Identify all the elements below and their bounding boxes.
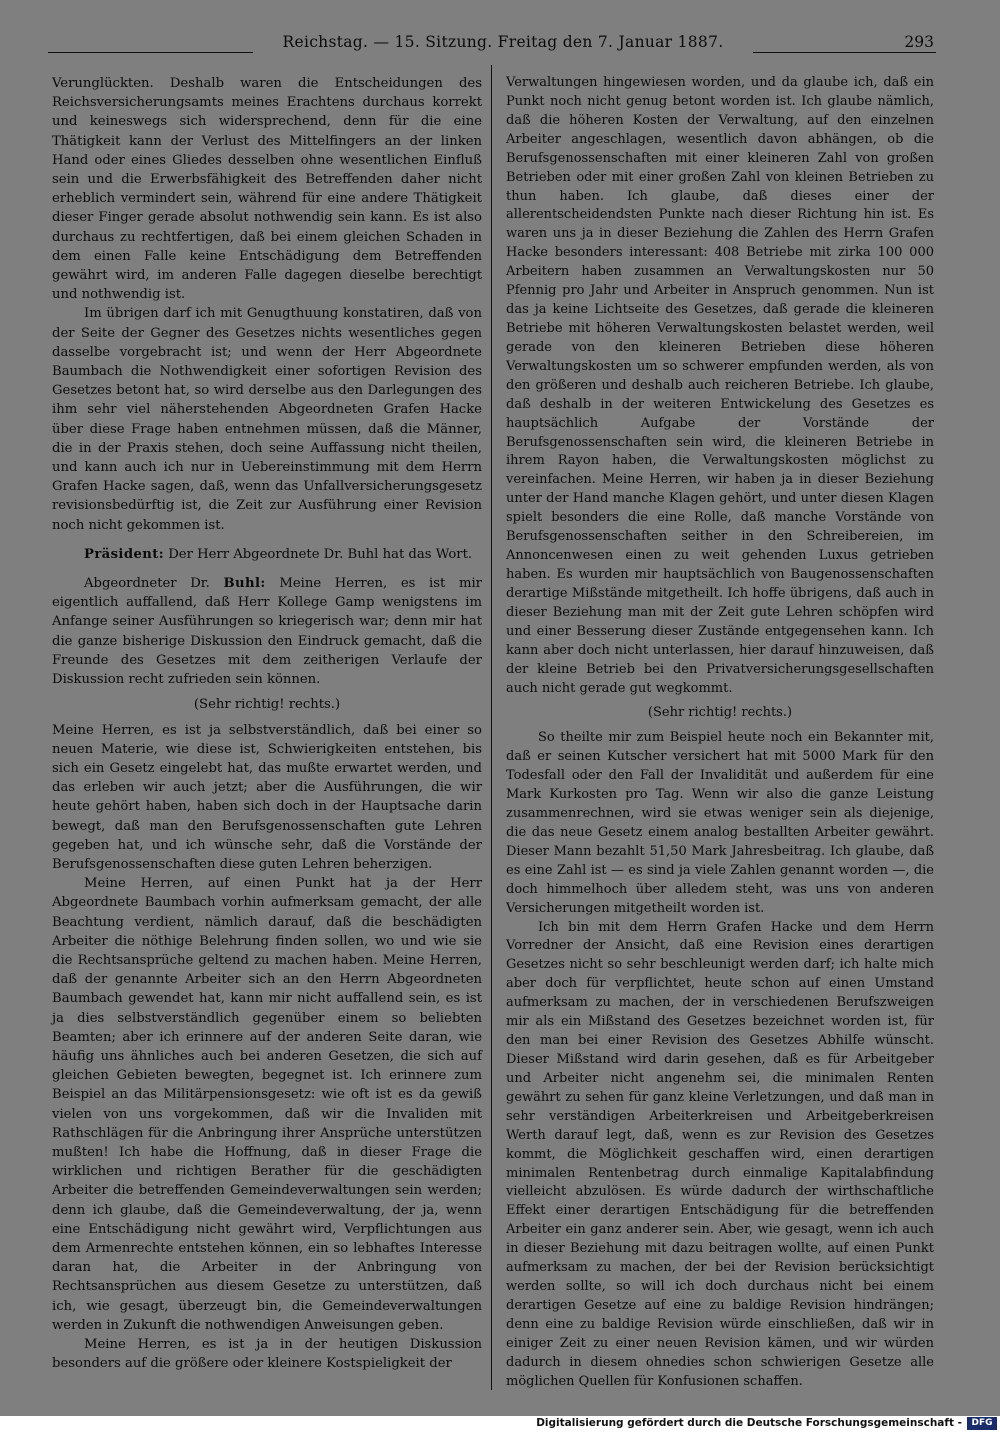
paragraph: Verunglückten. Deshalb waren die Entscheidungen des Reichsversicherungsamts meines Erachtens durchaus korrekt und keineswegs sich widersprechend, denn für die eine Thätigkeit kann der Verlust des Mittelfingers an der linken Hand oder eines Gliedes desselben ohne wesentlichen Einfluß sein und die Erwerbsfähigkeit des Betreffenden daher nicht erheblich vermindert sein, während für eine andere Thätigkeit dieser Finger gerade absolut nothwendig sein kann. Es ist also durchaus zu rechtfertigen, daß bei einem gleichen Schaden in dem einen Falle keine Entschädigung dem Betreffenden gewährt wird, im anderen Falle dagegen dieselbe berechtigt und nothwendig ist. xyxy=(52,76,482,303)
header-rule-left xyxy=(48,52,253,53)
speech-opening xyxy=(52,574,482,689)
paragraph: Meine Herren, auf einen Punkt hat ja der Herr Abgeordnete Baumbach vorhin aufmerksam gemacht, der alle Beachtung verdient, nämlich darauf, daß die beschädigten Arbeiter die nöthige Belehrung finden sollen, wo und wie sie die Rechtsansprüche geltend zu machen haben. Meine Herren, daß der genannte Arbeiter sich an den Herrn Abgeordneten Baumbach gewendet hat, kann mir nicht auffallend sein, es ist ja dies selbstverständlich gegenüber einem so beliebten Beamten; aber ich erinnere auf der anderen Seite daran, wie häufig uns ähnliches auch bei anderen Gesetzen, die sich auf gleichen Gebieten bewegten, begegnet ist. Ich erinnere zum Beispiel an das Militärpensionsgesetz: wie oft ist es da gewiß vielen von uns vorgekommen, daß wir die Invaliden mit Rathschlägen für die Anbringung ihrer Ansprüche unterstützen mußten! Ich habe die Hoffnung, daß in dieser Frage die wirklichen und richtigen Berather für die geschädigten Arbeiter die betreffenden Gemeindeverwaltungen sein werden; denn ich glaube, daß die Gemeindeverwaltung, der ja, wenn eine Entschädigung nicht gewährt wird, Verpflichtungen aus dem Armenrechte entstehen können, ein so lebhaftes Interesse daran hat, die Arbeiter in der Anbringung von Rechtsansprüchen aus diesem Gesetze zu unterstützen, daß ich, wie gesagt, überzeugt bin, die Gemeindeverwaltungen werden in Zukunft die nothwendigen Anweisungen geben. xyxy=(52,876,482,1333)
digitization-credit: Digitalisierung gefördert durch die Deutsche Forschungsgemeinschaft - xyxy=(536,1417,962,1429)
running-title: Reichstag. — 15. Sitzung. Freitag den 7. Januar 1887. xyxy=(282,33,724,51)
header-rule-right xyxy=(753,52,936,53)
speech-text: Meine Herren, es ist mir eigentlich auffallend, daß Herr Kollege Gamp wenigstens im Anfange seiner Ausführungen so kriegerisch war; denn mir hat die ganze bisherige Diskussion den Eindruck gemacht, daß die Freunde des Gesetzes mit dem zeitherigen Verlaufe der Diskussion recht zufrieden sein können. xyxy=(52,576,482,688)
paragraph: Meine Herren, es ist ja in der heutigen Diskussion besonders auf die größere oder kleinere Kostspieligkeit der xyxy=(52,1337,482,1372)
president-statement xyxy=(52,545,482,564)
interjection: (Sehr richtig! rechts.) xyxy=(647,705,793,721)
statement-text: Der Herr Abgeordnete Dr. Buhl hat das Wort. xyxy=(168,546,473,562)
page-header xyxy=(48,33,936,55)
paragraph: Ich bin mit dem Herrn Grafen Hacke und dem Herrn Vorredner der Ansicht, daß eine Revision eines derartigen Gesetzes nicht so sehr beschleunigt werden darf; ich halte mich aber doch für verpflichtet, heute schon auf einen Umstand aufmerksam zu machen, der in verschiedenen Berufszweigen mir als ein Mißstand des Gesetzes bezeichnet worden ist, für den man bei einer Revision des Gesetzes Abhilfe wünscht. Dieser Mißstand wird darin gesehen, daß es für Arbeitgeber und Arbeiter nicht angenehm sei, die minimalen Renten gewährt zu sehen für ganz kleine Verletzungen, und daß man in sehr verständigen Arbeiterkreisen und Arbeitgeberkreisen Werth darauf legt, daß, wenn es zur Revision des Gesetzes kommt, die Möglichkeit geschaffen wird, einen derartigen minimalen Rentenbetrag durch einmalige Kapitalabfindung vielleicht abzulösen. Es würde dadurch der wirthschaftliche Effekt einer derartigen Entschädigung für die betreffenden Arbeiter ein ganz anderer sein. Aber, wie gesagt, wenn ich auch in dieser Beziehung mit dazu beitragen wollte, auf einen Punkt aufmerksam zu machen, der bei der Revision berücksichtigt werden sollte, so will ich doch durchaus nicht bei einem derartigen Gesetze auf eine zu baldige Revision hindrängen; denn eine zu baldige Revision würde einschließen, daß wir in einiger Zeit zu einer neuen Revision kämen, und wir würden dadurch in diesem ohnedies schon schwierigen Gesetze alle möglichen Quellen für Konfusionen schaffen. xyxy=(506,919,934,1389)
dfg-logo: DFG xyxy=(967,1417,997,1430)
speaker-intro: Abgeordneter Dr. xyxy=(84,576,210,592)
right-column xyxy=(506,74,934,1392)
paragraph: Verwaltungen hingewiesen worden, und da glaube ich, daß ein Punkt noch nicht genug betont worden ist. Ich glaube nämlich, daß die höheren Kosten der Verwaltung, auf den einzelnen Arbeiter angeschlagen, wesentlich davon abhängen, ob die Berufsgenossenschaften mit einer kleineren Zahl von großen Betrieben oder mit einer großen Zahl von kleinen Betrieben zu thun haben. Ich glaube, daß dieses einer der allerentscheidendsten Punkte nach dieser Richtung hin ist. Es waren uns ja in dieser Beziehung die Zahlen des Herrn Grafen Hacke besonders interessant: 408 Betriebe mit zirka 100 000 Arbeitern haben zusammen an Verwaltungskosten nur 50 Pfennig pro Jahr und Arbeiter in Anspruch genommen. Nun ist das ja keine Lichtseite des Gesetzes, daß gerade die kleineren Betriebe mit höheren Verwaltungskosten belastet werden, weil gerade von den kleineren Betrieben diese höheren Verwaltungskosten um so schwerer empfunden werden, als von den größeren und deshalb auch reicheren Betriebe. Ich glaube, daß deshalb in der weiteren Entwickelung des Gesetzes es hauptsächlich Aufgabe der Vorstände der Berufsgenossenschaften sein wird, die kleineren Betriebe in ihrem Rayon haben, die Verwaltungskosten möglichst zu vereinfachen. Meine Herren, wir haben ja in dieser Beziehung unter der Hand manche Klagen gehört, und unter diesen Klagen spielt besonders die eine Rolle, daß manche Vorstände von Berufsgenossenschaften seither in den Schreibereien, im Annoncenwesen einen zu weit gehenden Luxus getrieben haben. Es wurden mir hauptsächlich von Baugenossenschaften derartige Mißstände mitgetheilt. Ich hoffe übrigens, daß auch in dieser Beziehung man mit der Zeit gute Lehren schöpfen wird und einer Besserung dieser Zustände entgegensehen kann. Ich kann aber doch nicht unterlassen, hier darauf hinzuweisen, daß der kleine Betrieb bei den Privatversicherungsgesellschaften auch nicht gerade gut wegkommt. xyxy=(506,75,934,696)
paragraph: Meine Herren, es ist ja selbstverständlich, daß bei einer so neuen Materie, wie diese ist, Schwierigkeiten entstehen, bis sich ein Gesetz eingelebt hat, das mußte erwartet werden, und das erleben wir auch jetzt; aber die Ausführungen, die wir heute gehört haben, haben sich doch in der Hauptsache darin bewegt, daß man den Berufsgenossenschaften gute Lehren gegeben hat, und ich wünsche sehr, daß die Vorstände der Berufsgenossenschaften diese guten Lehren beherzigen. xyxy=(52,722,482,872)
column-divider xyxy=(491,65,492,1390)
left-column xyxy=(52,74,482,1373)
interjection: (Sehr richtig! rechts.) xyxy=(193,697,341,713)
paragraph: So theilte mir zum Beispiel heute noch ein Bekannter mit, daß er seinen Kutscher versichert hat mit 5000 Mark für den Todesfall oder den Fall der Invalidität und außerdem für eine Mark Kurkosten pro Tag. Wenn wir also die ganze Leistung zusammenrechnen, wird sie etwas weniger sein als diejenige, die das neue Gesetz einem analog bestallten Arbeiter gewährt. Dieser Mann bezahlt 51,50 Mark Jahresbeitrag. Ich glaube, daß es eine Zahl ist — es sind ja viele Zahlen genannt worden —, die doch himmelhoch über alledem steht, was uns von anderen Versicherungen mitgetheilt worden ist. xyxy=(506,730,934,916)
paragraph: Im übrigen darf ich mit Genugthuung konstatiren, daß von der Seite der Gegner des Gesetzes nichts wesentliches gegen dasselbe vorgebracht ist; und wenn der Herr Abgeordnete Baumbach die Nothwendigkeit einer sofortigen Revision des Gesetzes betont hat, so wird derselbe aus den Darlegungen des ihm sehr viel näherstehenden Abgeordneten Grafen Hacke über diese Frage haben entnehmen müssen, daß die Männer, die in der Praxis stehen, doch seine Auffassung nicht theilen, und kann auch ich nur in Uebereinstimmung mit dem Herrn Grafen Hacke sagen, daß, wenn das Unfallversicherungsgesetz revisionsbedürftig ist, die Zeit zur Ausführung einer Revision noch nicht gekommen ist. xyxy=(52,306,482,533)
speaker-label: Präsident: xyxy=(84,546,165,562)
page-number: 293 xyxy=(904,33,934,51)
speaker-name: Buhl: xyxy=(223,576,266,592)
